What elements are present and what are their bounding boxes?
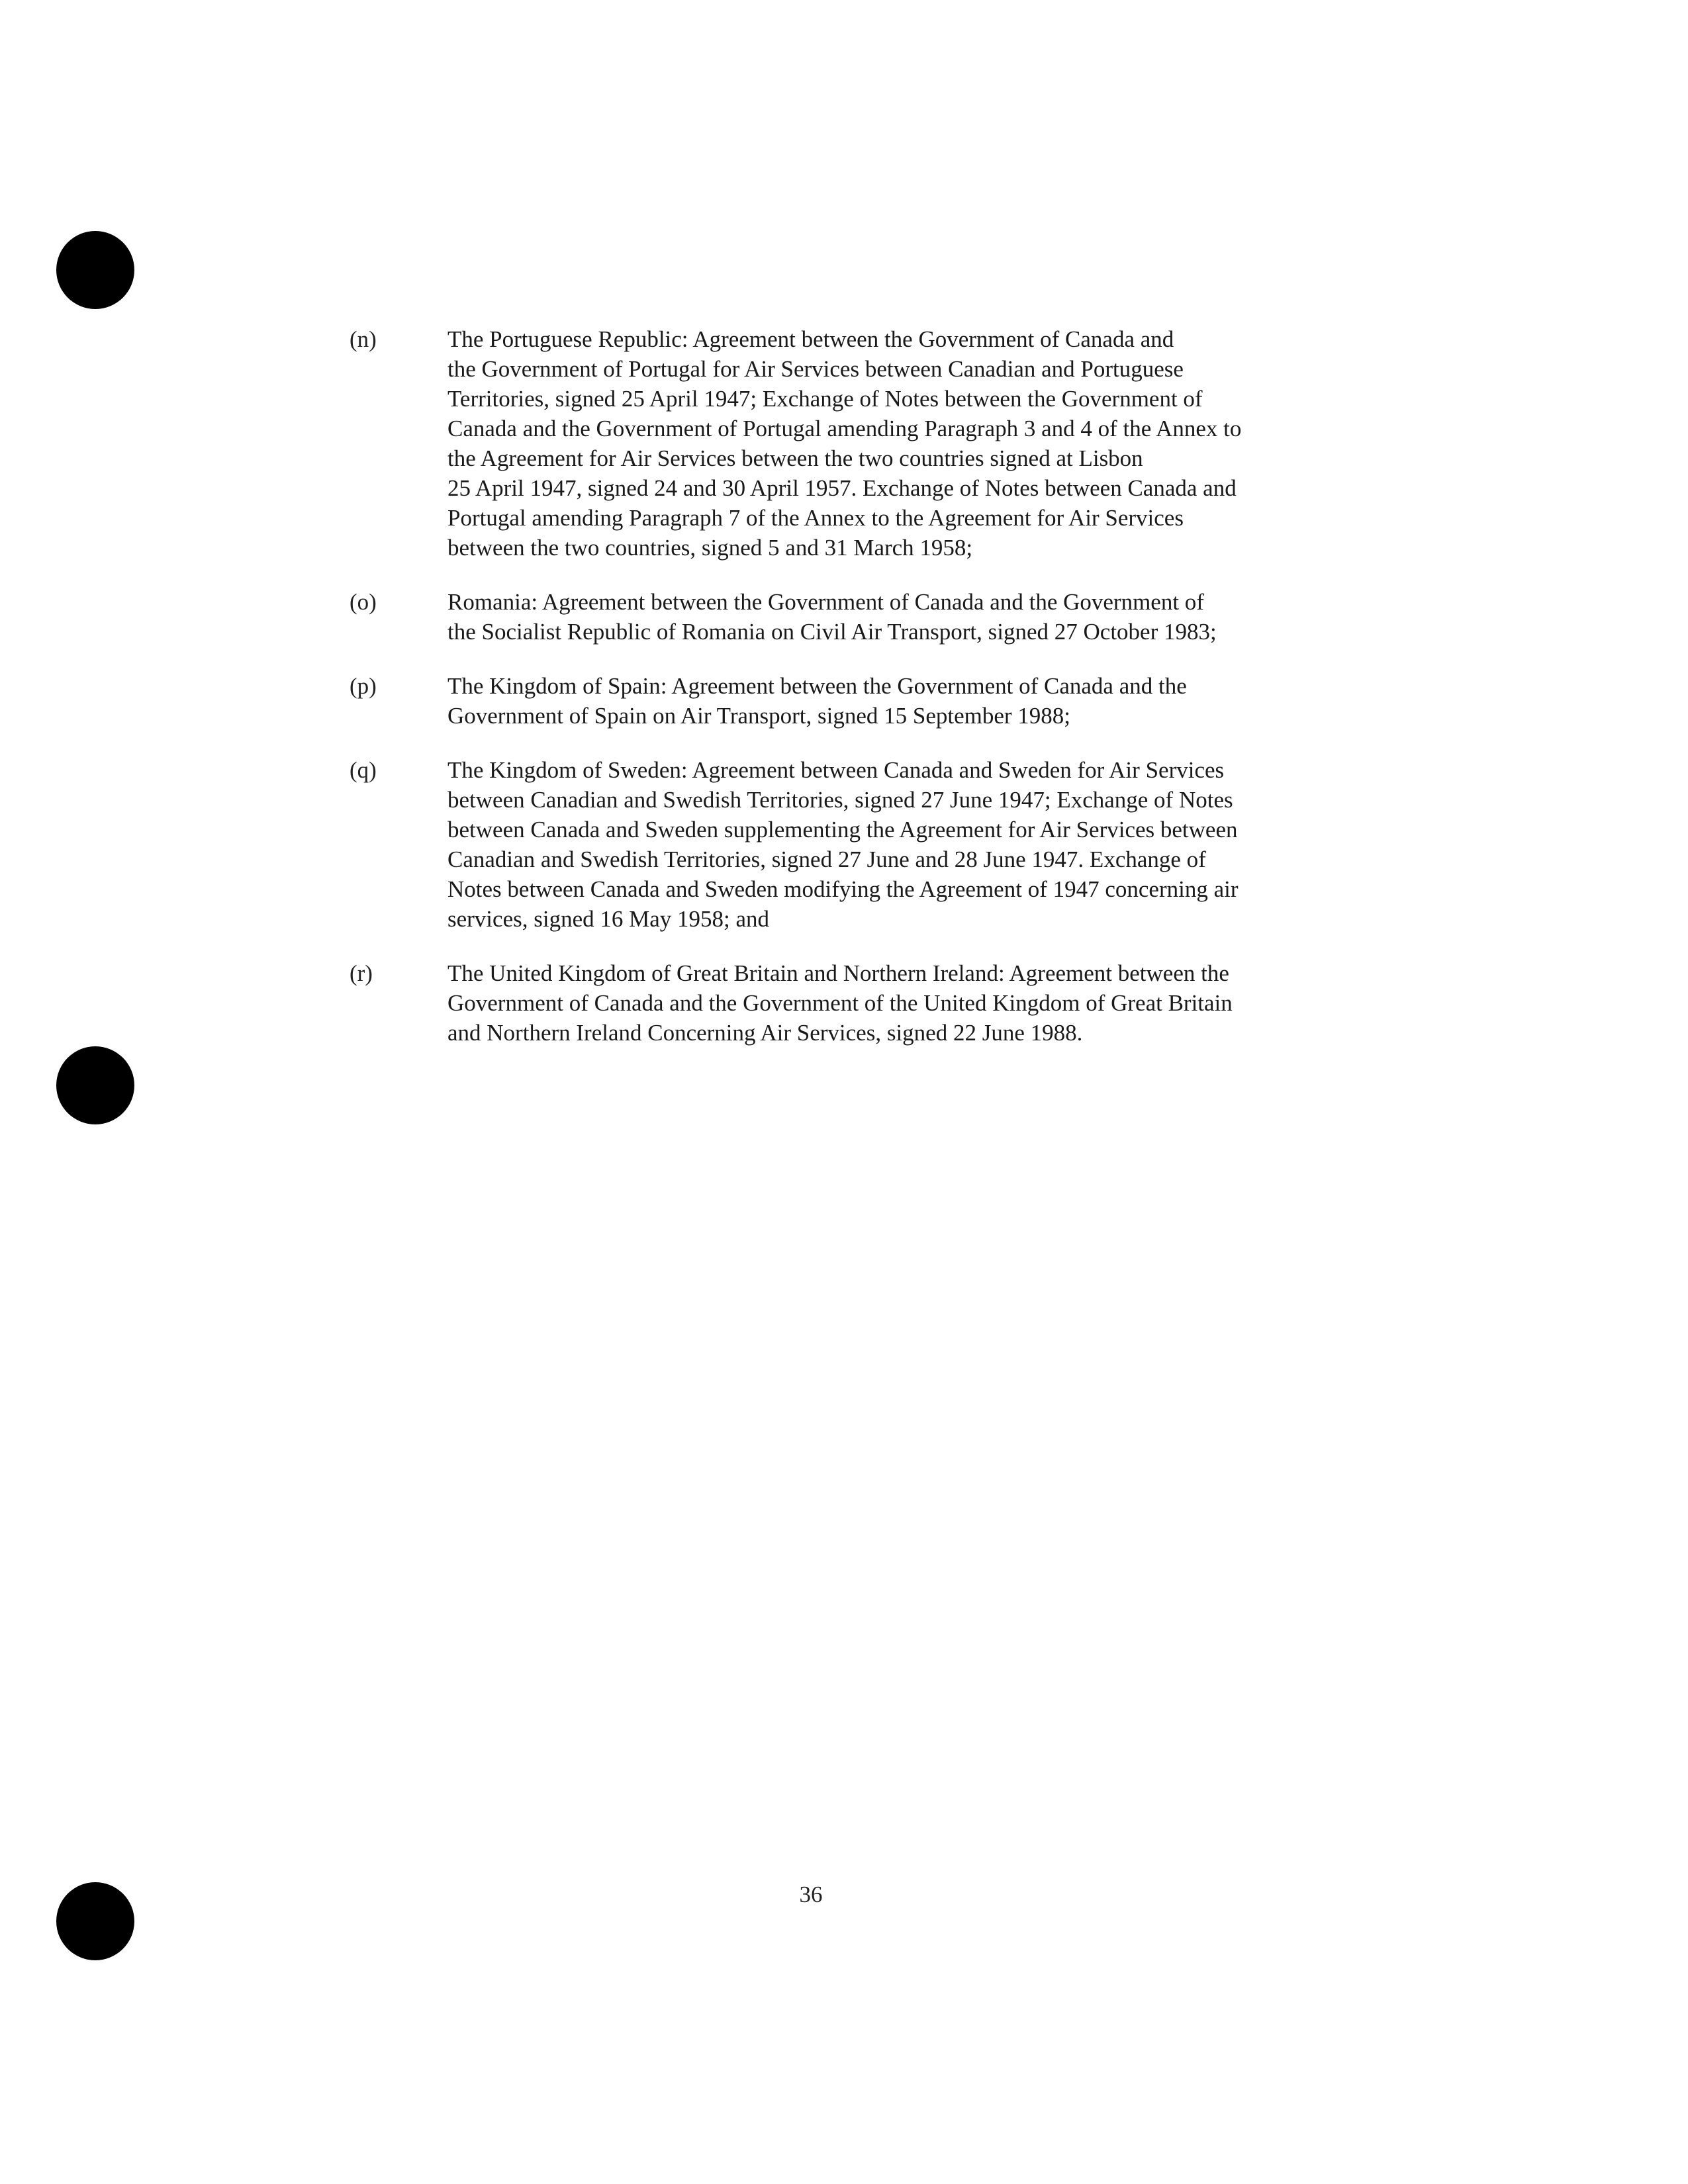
list-item — [350, 755, 1369, 934]
item-text: Romania: Agreement between the Government of Canada and the Government of the Socialist Republic of Romania on Civil Air Transport, signed 27 October 1983; — [447, 589, 1217, 645]
item-marker: (r) — [350, 960, 373, 986]
punch-hole-middle — [56, 1046, 134, 1124]
item-marker: (p) — [350, 673, 377, 699]
item-text: The Kingdom of Spain: Agreement between the Government of Canada and the Government of Spain on Air Transport, signed 15 September 1988; — [447, 673, 1187, 729]
item-text: The United Kingdom of Great Britain and Northern Ireland: Agreement between the Government of Canada and the Government of the United Kingdom of Great Britain and Northern Ireland Concerning Air Services, signed 22 June 1988. — [447, 960, 1233, 1046]
list-item — [350, 587, 1369, 647]
list-item — [350, 958, 1369, 1048]
item-marker: (q) — [350, 757, 377, 783]
agreement-list — [350, 324, 1369, 1072]
item-marker: (o) — [350, 589, 377, 615]
item-marker: (n) — [350, 326, 377, 352]
item-text: The Kingdom of Sweden: Agreement between Canada and Sweden for Air Services between Canadian and Swedish Territories, signed 27 June 1947; Exchange of Notes between Canada and Sweden supplementing the Agreement for Air Services between Canadian and Swedish Territories, signed 27 June and 28 June 1947. Exchange of Notes between Canada and Sweden modifying the Agreement of 1947 concerning air services, signed 16 May 1958; and — [447, 757, 1239, 932]
list-item — [350, 324, 1369, 563]
punch-hole-top — [56, 231, 134, 309]
page-number: 36 — [799, 1882, 823, 1907]
item-text: The Portuguese Republic: Agreement between the Government of Canada and the Government of Portugal for Air Services between Canadian and Portuguese Territories, signed 25 April 1947; Exchange of Notes between the Government of Canada and the Government of Portugal amending Paragraph 3 and 4 of the Annex to the Agreement for Air Services between the two countries signed at Lisbon 25 April 1947, signed 24 and 30 April 1957. Exchange of Notes between Canada and Portugal amending Paragraph 7 of the Annex to the Agreement for Air Services between the two countries, signed 5 and 31 March 1958; — [447, 326, 1242, 561]
list-item — [350, 671, 1369, 731]
